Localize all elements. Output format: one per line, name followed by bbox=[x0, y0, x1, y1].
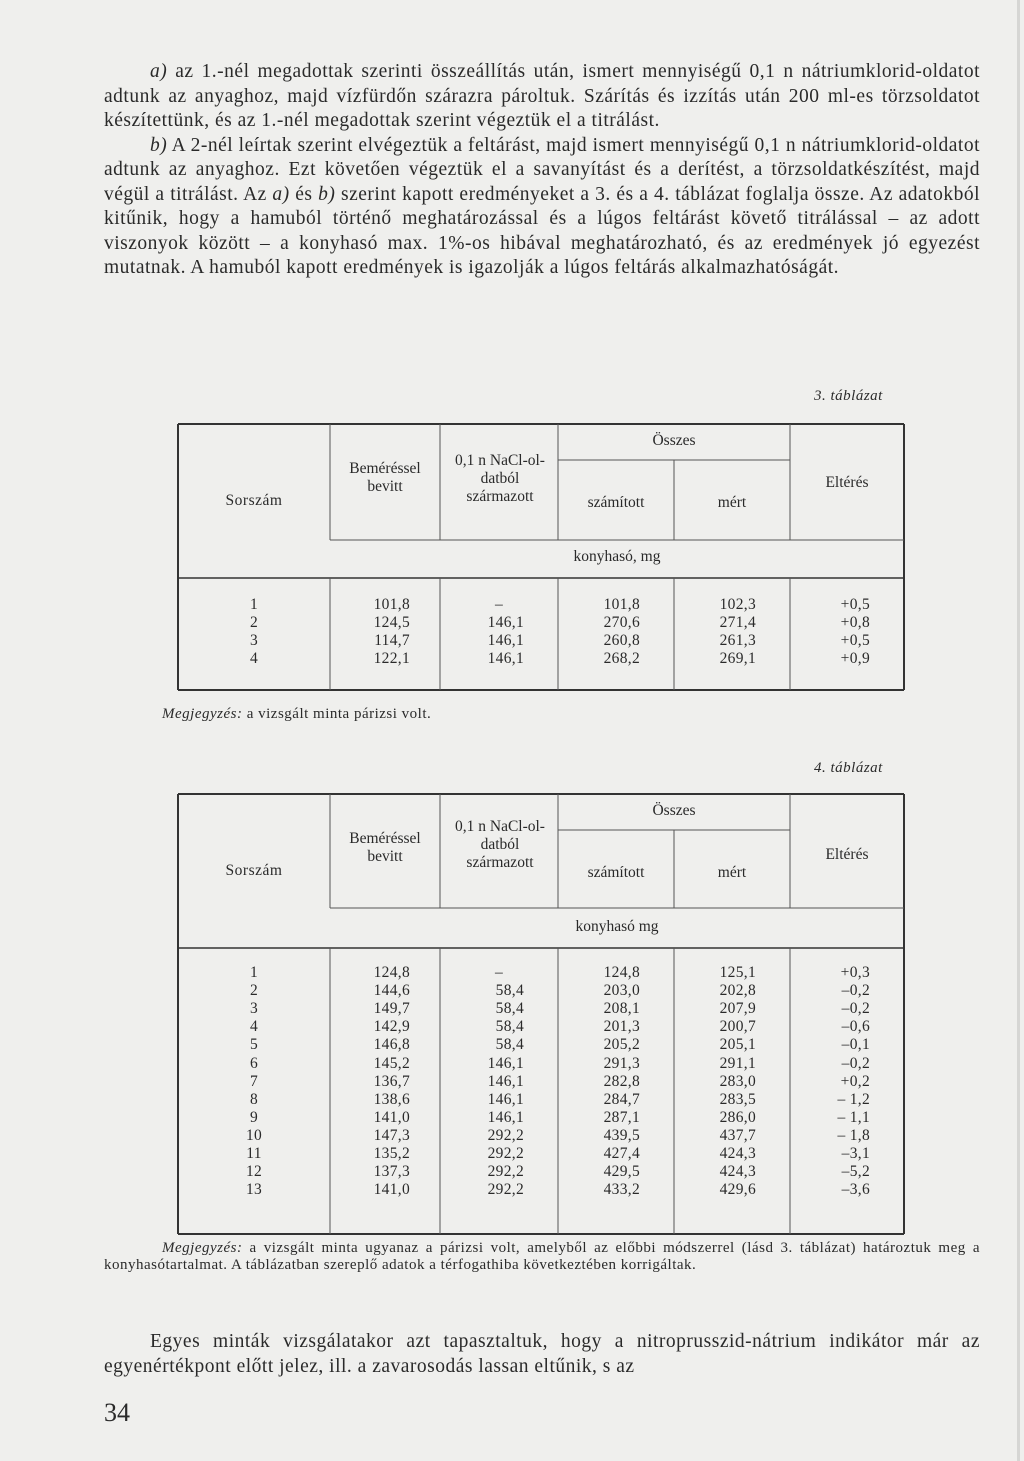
table4-cell: 125,1 bbox=[719, 964, 756, 981]
table3-note bbox=[162, 706, 431, 723]
table4-header-osszes: Összes bbox=[652, 802, 696, 819]
table3-header-nacl: 0,1 n NaCl-ol-datból származott bbox=[455, 452, 545, 505]
table4-header-elteres: Eltérés bbox=[825, 846, 869, 863]
table4-cell: –3,1 bbox=[841, 1145, 870, 1162]
table4-cell: 437,7 bbox=[719, 1126, 756, 1144]
table3-note-text: a vizsgált minta párizsi volt. bbox=[242, 706, 432, 722]
table4-cell: 292,2 bbox=[487, 1145, 524, 1162]
table4-cell: 203,0 bbox=[603, 982, 640, 1000]
table4-cell: 149,7 bbox=[373, 1000, 410, 1018]
table3-header-szamitott: számított bbox=[587, 494, 645, 511]
table3-unit-row: konyhasó, mg bbox=[573, 548, 661, 565]
table3-cell: +0,9 bbox=[840, 650, 870, 668]
table4-cell: 147,3 bbox=[373, 1126, 410, 1144]
table4-cell: 141,0 bbox=[373, 1108, 410, 1126]
table3-cell: 269,1 bbox=[719, 650, 756, 668]
table3-caption: 3. táblázat bbox=[814, 388, 883, 404]
table4-cell: – bbox=[494, 964, 504, 981]
table4-cell: 10 bbox=[245, 1126, 263, 1144]
table4-header-szamitott: számított bbox=[587, 864, 645, 881]
table4-cell: 429,5 bbox=[603, 1163, 640, 1181]
table4-cell: 291,1 bbox=[719, 1054, 756, 1072]
table4-cell: 207,9 bbox=[719, 1000, 756, 1018]
table4-header-nacl: 0,1 n NaCl-ol-datból származott bbox=[455, 818, 545, 871]
table3-cell: 270,6 bbox=[603, 614, 640, 632]
table4-cell: 208,1 bbox=[603, 1000, 640, 1018]
table4-cell: 13 bbox=[245, 1181, 263, 1199]
table3-cell: +0,5 bbox=[840, 596, 870, 613]
table3-cell: 2 bbox=[249, 614, 259, 632]
table4-cell: 1 bbox=[249, 964, 259, 981]
paragraph-a-text: az 1.-nél megadottak szerinti összeállítás után, ismert mennyiségű 0,1 n nátriumklorid-oldatot adtunk az anyaghoz, majd vízfürdőn szárazra pároltuk. Szárítás és izzítás után 200 ml-es törzsoldatot készítettünk, és az 1.-nél megadottak szerint végeztük el a titrálást. bbox=[104, 61, 980, 131]
table4-cell: 291,3 bbox=[603, 1054, 640, 1072]
table3-cell: 268,2 bbox=[603, 650, 640, 668]
table4-cell: 11 bbox=[246, 1145, 262, 1162]
table3-header-osszes: Összes bbox=[652, 432, 696, 449]
table3-header-sorszam: Sorszám bbox=[225, 492, 283, 509]
table4-cell: 58,4 bbox=[495, 1000, 524, 1018]
table3-cell: 4 bbox=[249, 650, 259, 668]
table4-cell: 284,7 bbox=[603, 1090, 640, 1108]
table3-header-elteres: Eltérés bbox=[825, 474, 869, 491]
table4-cell: 135,2 bbox=[373, 1145, 410, 1162]
table4-cell: 8 bbox=[249, 1090, 259, 1108]
table4-header-mert: mért bbox=[717, 864, 747, 881]
table4-cell: 2 bbox=[249, 982, 259, 1000]
closing-text bbox=[104, 1330, 980, 1379]
table4-cell: 200,7 bbox=[719, 1018, 756, 1036]
table4-cell: 144,6 bbox=[373, 982, 410, 1000]
table4-cell: 283,0 bbox=[719, 1072, 756, 1090]
table4-cell: 146,8 bbox=[373, 1036, 410, 1054]
table4-cell: 146,1 bbox=[487, 1072, 524, 1090]
table3-cell: 146,1 bbox=[487, 614, 524, 632]
label-b: b) bbox=[150, 134, 168, 156]
table4-unit-row: konyhasó mg bbox=[575, 918, 659, 935]
table3-cell: 101,8 bbox=[603, 596, 640, 613]
table4-cell: –3,6 bbox=[841, 1181, 870, 1199]
closing-paragraph: Egyes minták vizsgálatakor azt tapasztaltuk, hogy a nitroprusszid-nátrium indikátor már az egyenértékpont előtt jelez, ill. a zavarosodás lassan eltűnik, s az bbox=[104, 1331, 980, 1377]
table3-cell: +0,5 bbox=[840, 632, 870, 650]
table4-cell: 3 bbox=[249, 1000, 259, 1018]
table4-cell: –0,2 bbox=[841, 1054, 870, 1072]
table4-cell: +0,2 bbox=[840, 1072, 870, 1090]
table4-cell: 146,1 bbox=[487, 1108, 524, 1126]
table4-cell: 6 bbox=[249, 1054, 259, 1072]
table3-cell: 261,3 bbox=[719, 632, 756, 650]
table4-caption: 4. táblázat bbox=[814, 760, 883, 776]
table3-cell: 146,1 bbox=[487, 650, 524, 668]
table4-cell: 146,1 bbox=[487, 1054, 524, 1072]
table4-cell: –5,2 bbox=[841, 1163, 870, 1181]
table4-cell: 146,1 bbox=[487, 1090, 524, 1108]
table4-cell: 429,6 bbox=[719, 1181, 756, 1199]
table4-cell: 142,9 bbox=[373, 1018, 410, 1036]
table4-cell: 124,8 bbox=[373, 964, 410, 981]
table4-cell: 5 bbox=[249, 1036, 259, 1054]
table3-cell: – bbox=[494, 596, 504, 613]
table4-cell: 433,2 bbox=[603, 1181, 640, 1199]
table3-cell: 114,7 bbox=[374, 632, 410, 650]
table4-cell: –0,2 bbox=[841, 982, 870, 1000]
table4-cell: 282,8 bbox=[603, 1072, 640, 1090]
table4-cell: 12 bbox=[245, 1163, 263, 1181]
table3-cell: 102,3 bbox=[719, 596, 756, 613]
table4-cell: 439,5 bbox=[603, 1126, 640, 1144]
table4-cell: – 1,2 bbox=[837, 1090, 870, 1108]
table4-cell: 283,5 bbox=[719, 1090, 756, 1108]
table4-cell: 424,3 bbox=[719, 1163, 756, 1181]
table3-cell: 3 bbox=[249, 632, 259, 650]
table3-cell: 271,4 bbox=[719, 614, 756, 632]
table4-cell: 292,2 bbox=[487, 1126, 524, 1144]
table4-cell: 287,1 bbox=[603, 1108, 640, 1126]
table4-cell: 205,2 bbox=[603, 1036, 640, 1054]
table3-note-label: Megjegyzés: bbox=[162, 706, 243, 722]
table3-cell: 101,8 bbox=[373, 596, 410, 613]
table3-cell: 146,1 bbox=[487, 632, 524, 650]
table4-cell: 138,6 bbox=[373, 1090, 410, 1108]
table4-note-label: Megjegyzés: bbox=[162, 1240, 243, 1256]
table4-cell: 124,8 bbox=[603, 964, 640, 981]
table4-cell: 292,2 bbox=[487, 1181, 524, 1199]
table4-header-sorszam: Sorszám bbox=[225, 862, 283, 879]
table3-cell: 1 bbox=[249, 596, 259, 613]
page-number: 34 bbox=[104, 1398, 130, 1427]
ref-a: a) bbox=[272, 183, 290, 205]
table4-note bbox=[104, 1240, 980, 1274]
table4-cell: 201,3 bbox=[603, 1018, 640, 1036]
table3-cell: 260,8 bbox=[603, 632, 640, 650]
table4-cell: 141,0 bbox=[373, 1181, 410, 1199]
table4-cell: 7 bbox=[249, 1072, 259, 1090]
table4-cell: 202,8 bbox=[719, 982, 756, 1000]
table4-cell: 4 bbox=[249, 1018, 259, 1036]
table4-cell: 424,3 bbox=[719, 1145, 756, 1162]
table4-header-bevitt: Beméréssel bevitt bbox=[349, 830, 421, 865]
table4-cell: 58,4 bbox=[495, 1036, 524, 1054]
paragraph-b-text-2: és bbox=[289, 183, 319, 205]
table4-note-text: a vizsgált minta ugyanaz a párizsi volt, amelyből az előbbi módszerrel (lásd 3. táblázat) határoztuk meg a konyhasótartalmat. A táblázatban szereplő adatok a térfogathiba következtében korrigáltak. bbox=[104, 1240, 980, 1273]
table4-cell: 292,2 bbox=[487, 1163, 524, 1181]
table3-cell: 124,5 bbox=[373, 614, 410, 632]
table4-cell: –0,2 bbox=[841, 1000, 870, 1018]
ref-b: b) bbox=[318, 183, 336, 205]
table3-header-mert: mért bbox=[717, 494, 747, 511]
table4-cell: 136,7 bbox=[373, 1072, 410, 1090]
table3-cell: +0,8 bbox=[840, 614, 870, 632]
paragraph-b-text-1: A 2-nél leírtak szerint elvégeztük a feltárást, majd ismert mennyiségű 0,1 n nátriumklorid-oldatot adtunk az anyaghoz. Ezt követően végeztük el a savanyítást és a derítést, a törzsoldatkészítést, majd végül a titrálást. Az bbox=[104, 134, 980, 205]
table4-cell: 427,4 bbox=[603, 1145, 640, 1162]
table4-cell: – 1,8 bbox=[837, 1126, 870, 1144]
table3-cell: 122,1 bbox=[373, 650, 410, 668]
table4-cell: 58,4 bbox=[495, 1018, 524, 1036]
table4-cell: +0,3 bbox=[840, 964, 870, 981]
table4-cell: 137,3 bbox=[373, 1163, 410, 1181]
table4-cell: 286,0 bbox=[719, 1108, 756, 1126]
table4-cell: 9 bbox=[249, 1108, 259, 1126]
table4-cell: 205,1 bbox=[719, 1036, 756, 1054]
paragraph-b-text-3: szerint kapott eredményeket a 3. és a 4. táblázat foglalja össze. Az adatokból kitűnik, hogy a hamuból történő meghatározással és a lúgos feltárást követő titrálással – az adott viszonyok között – a konyhasó max. 1%-os hibával meghatározható, és az eredmények jó egyezést mutatnak. A hamuból kapott eredmények is igazolják a lúgos feltárás alkalmazhatóságát. bbox=[104, 183, 980, 278]
table4-cell: – 1,1 bbox=[837, 1108, 870, 1126]
table4-cell: 58,4 bbox=[495, 982, 524, 1000]
table4-cell: –0,6 bbox=[841, 1018, 870, 1036]
table4-cell: –0,1 bbox=[841, 1036, 870, 1054]
table4-cell: 145,2 bbox=[373, 1054, 410, 1072]
label-a: a) bbox=[150, 61, 168, 82]
table3-header-bevitt: Beméréssel bevitt bbox=[349, 460, 421, 495]
